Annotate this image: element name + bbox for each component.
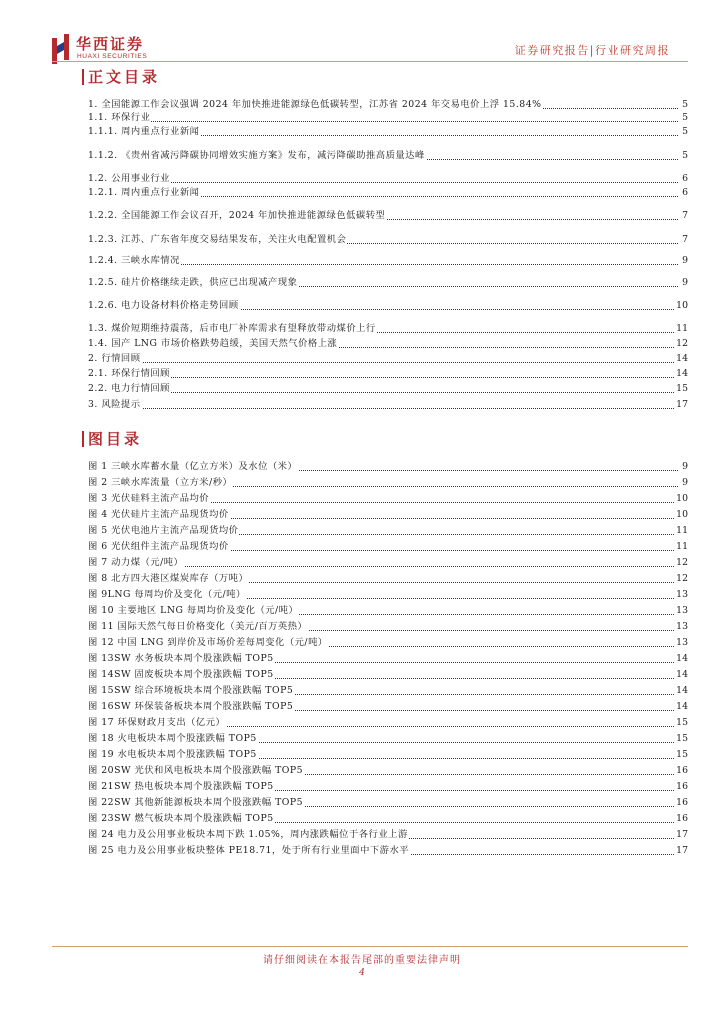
figure-entry-label: 图 7 动力煤（元/吨） xyxy=(88,557,184,568)
toc-entry[interactable] xyxy=(88,186,688,200)
toc-entry-label: 1.2. 公用事业行业 xyxy=(88,173,170,184)
figure-entry-label: 图 23SW 燃气板块本周个股涨跌幅 TOP5 xyxy=(88,813,274,824)
toc-entry[interactable] xyxy=(88,111,688,125)
figure-entry-page: 11 xyxy=(676,525,688,536)
toc-entry[interactable] xyxy=(88,337,688,351)
figure-entry[interactable] xyxy=(88,668,688,682)
figure-entry-page: 14 xyxy=(676,653,688,664)
figure-entry[interactable] xyxy=(88,620,688,634)
logo-english-name: HUAXI SECURITIES xyxy=(77,53,148,60)
figure-entry-page: 17 xyxy=(676,829,688,840)
toc-entry[interactable] xyxy=(88,149,688,163)
figure-entry[interactable] xyxy=(88,700,688,714)
figure-entry[interactable] xyxy=(88,764,688,778)
toc-entry-page: 5 xyxy=(682,99,688,110)
heading-accent-bar xyxy=(82,69,84,85)
figure-entry-page: 14 xyxy=(676,701,688,712)
dot-leader xyxy=(88,121,678,122)
figure-entry[interactable] xyxy=(88,540,688,554)
figure-entry-label: 图 14SW 固废板块本周个股涨跌幅 TOP5 xyxy=(88,669,274,680)
figure-entry-label: 图 1 三峡水库蓄水量（亿立方米）及水位（米） xyxy=(88,461,298,472)
toc-entry-page: 11 xyxy=(676,323,688,334)
figure-entry[interactable] xyxy=(88,684,688,698)
figure-entry[interactable] xyxy=(88,812,688,826)
figure-entry-label: 图 6 光伏组件主流产品现货均价 xyxy=(88,541,229,552)
toc-entry-page: 7 xyxy=(682,210,688,221)
toc-entry[interactable] xyxy=(88,398,688,412)
toc-entry[interactable] xyxy=(88,352,688,366)
figure-entry[interactable] xyxy=(88,492,688,506)
toc-entry[interactable] xyxy=(88,233,688,247)
figure-entry-label: 图 13SW 水务板块本周个股涨跌幅 TOP5 xyxy=(88,653,274,664)
figure-entry[interactable] xyxy=(88,588,688,602)
figure-entry-label: 图 2 三峡水库流量（立方米/秒） xyxy=(88,477,233,488)
figure-entry-page: 10 xyxy=(676,509,688,520)
figure-entry[interactable] xyxy=(88,460,688,474)
toc-entry-page: 5 xyxy=(682,150,688,161)
figure-entry-label: 图 8 北方四大港区煤炭库存（万吨） xyxy=(88,573,249,584)
toc-entry-label: 1.2.4. 三峡水库情况 xyxy=(88,255,180,266)
toc-entry-label: 2.1. 环保行情回顾 xyxy=(88,368,170,379)
toc-entry-page: 15 xyxy=(676,383,688,394)
toc-entry-label: 1.2.1. 周内重点行业新闻 xyxy=(88,187,200,198)
dot-leader xyxy=(88,362,678,363)
figure-entry-label: 图 11 国际天然气每日价格变化（美元/百万英热） xyxy=(88,621,308,632)
huaxi-logo-icon xyxy=(52,34,70,64)
toc-entry[interactable] xyxy=(88,125,688,139)
toc-entry-page: 17 xyxy=(676,399,688,410)
figure-entry-page: 14 xyxy=(676,669,688,680)
figure-entry[interactable] xyxy=(88,524,688,538)
figure-entry[interactable] xyxy=(88,508,688,522)
figure-entry[interactable] xyxy=(88,732,688,746)
heading-accent-bar xyxy=(82,431,84,447)
toc-entry[interactable] xyxy=(88,209,688,223)
toc-entry-label: 1.1.1. 周内重点行业新闻 xyxy=(88,126,200,137)
figure-entry-page: 11 xyxy=(676,541,688,552)
toc-entry-label: 1.2.3. 江苏、广东省年度交易结果发布，关注火电配置机会 xyxy=(88,234,347,245)
figure-entry-page: 15 xyxy=(676,749,688,760)
footer-divider xyxy=(52,946,688,947)
toc-entry[interactable] xyxy=(88,299,688,313)
toc-entry-label: 1.3. 煤价短期维持震荡，后市电厂补库需求有望释放带动煤价上行 xyxy=(88,323,376,334)
toc-entry-page: 7 xyxy=(682,234,688,245)
figure-entry-page: 12 xyxy=(676,573,688,584)
figure-entry-label: 图 10 主要地区 LNG 每周均价及变化（元/吨） xyxy=(88,605,299,616)
toc-heading xyxy=(88,66,160,87)
figure-entry-label: 图 18 火电板块本周个股涨跌幅 TOP5 xyxy=(88,733,257,744)
toc-entry-page: 9 xyxy=(682,277,688,288)
report-type-label: 证券研究报告|行业研究周报 xyxy=(514,44,670,57)
toc-entry[interactable] xyxy=(88,367,688,381)
figure-entry[interactable] xyxy=(88,652,688,666)
page-number: 4 xyxy=(359,968,365,978)
toc-entry-page: 6 xyxy=(682,173,688,184)
figure-entry-label: 图 3 光伏硅料主流产品均价 xyxy=(88,493,210,504)
figures-heading xyxy=(88,428,142,449)
toc-entry-label: 1.2.2. 全国能源工作会议召开，2024 年加快推进能源绿色低碳转型 xyxy=(88,210,386,221)
toc-entry-page: 10 xyxy=(676,300,688,311)
figure-entry-label: 图 22SW 其他新能源板块本周个股涨跌幅 TOP5 xyxy=(88,797,304,808)
figure-entry-label: 图 21SW 热电板块本周个股涨跌幅 TOP5 xyxy=(88,781,274,792)
figure-entry[interactable] xyxy=(88,556,688,570)
figure-entry-page: 13 xyxy=(676,637,688,648)
figure-entry-label: 图 17 环保财政月支出（亿元） xyxy=(88,717,226,728)
legal-notice: 请仔细阅读在本报告尾部的重要法律声明 xyxy=(263,955,461,966)
header-divider xyxy=(52,61,688,62)
figure-entry-label: 图 24 电力及公用事业板块本周下跌 1.05%，周内涨跌幅位于各行业上游 xyxy=(88,829,408,840)
toc-entry-page: 5 xyxy=(682,126,688,137)
figure-entry-page: 14 xyxy=(676,685,688,696)
figure-entry-label: 图 16SW 环保装备板块本周个股涨跌幅 TOP5 xyxy=(88,701,294,712)
figure-entry[interactable] xyxy=(88,604,688,618)
figure-entry[interactable] xyxy=(88,796,688,810)
figure-entry-page: 15 xyxy=(676,733,688,744)
figure-entry-page: 15 xyxy=(676,717,688,728)
figure-entry-label: 图 12 中国 LNG 到岸价及市场价差每周变化（元/吨） xyxy=(88,637,328,648)
figure-entry-label: 图 5 光伏电池片主流产品现货均价 xyxy=(88,525,239,536)
toc-entry-label: 1.2.6. 电力设备材料价格走势回顾 xyxy=(88,300,239,311)
toc-entry-page: 5 xyxy=(682,112,688,123)
figure-entry-page: 13 xyxy=(676,605,688,616)
figure-entry-page: 13 xyxy=(676,589,688,600)
toc-entry-label: 2.2. 电力行情回顾 xyxy=(88,383,170,394)
toc-entry-label: 1. 全国能源工作会议强调 2024 年加快推进能源绿色低碳转型，江苏省 2024 年交易电价上浮 15.84% xyxy=(88,99,542,110)
toc-entry[interactable] xyxy=(88,172,688,186)
toc-entry-label: 3. 风险提示 xyxy=(88,399,141,410)
figure-entry[interactable] xyxy=(88,748,688,762)
figure-entry-page: 13 xyxy=(676,621,688,632)
dot-leader xyxy=(88,182,678,183)
toc-entry-label: 1.1. 环保行业 xyxy=(88,112,151,123)
toc-entry[interactable] xyxy=(88,254,688,268)
dot-leader xyxy=(88,392,678,393)
figure-entry-page: 16 xyxy=(676,797,688,808)
toc-entry-label: 1.1.2. 《贵州省减污降碳协同增效实施方案》发布，减污降碳助推高质量达峰 xyxy=(88,150,425,161)
figures-heading-text: 图目录 xyxy=(88,430,143,448)
dot-leader xyxy=(88,377,678,378)
figure-entry-label: 图 20SW 光伏和风电板块本周个股涨跌幅 TOP5 xyxy=(88,765,304,776)
toc-entry-page: 14 xyxy=(676,368,688,379)
toc-entry[interactable] xyxy=(88,322,688,336)
toc-entry[interactable] xyxy=(88,382,688,396)
figure-entry-page: 9 xyxy=(682,477,688,488)
figure-entry[interactable] xyxy=(88,828,688,842)
figure-entry-page: 16 xyxy=(676,765,688,776)
figure-entry-label: 图 4 光伏硅片主流产品现货均价 xyxy=(88,509,229,520)
figure-entry-label: 图 19 水电板块本周个股涨跌幅 TOP5 xyxy=(88,749,257,760)
figure-entry[interactable] xyxy=(88,844,688,858)
figure-entry-page: 16 xyxy=(676,781,688,792)
figure-entry-label: 图 25 电力及公用事业板块整体 PE18.71，处于所有行业里面中下游水平 xyxy=(88,845,410,856)
toc-entry-page: 9 xyxy=(682,255,688,266)
figure-entry[interactable] xyxy=(88,780,688,794)
figure-entry-page: 9 xyxy=(682,461,688,472)
figure-entry-label: 图 15SW 综合环境板块本周个股涨跌幅 TOP5 xyxy=(88,685,294,696)
figure-entry-page: 17 xyxy=(676,845,688,856)
toc-entry-page: 14 xyxy=(676,353,688,364)
figure-entry[interactable] xyxy=(88,716,688,730)
toc-entry-page: 6 xyxy=(682,187,688,198)
figure-entry-page: 10 xyxy=(676,493,688,504)
toc-entry[interactable] xyxy=(88,276,688,290)
dot-leader xyxy=(88,408,678,409)
figure-entry[interactable] xyxy=(88,572,688,586)
toc-entry[interactable] xyxy=(88,98,688,112)
toc-entry-page: 12 xyxy=(676,338,688,349)
figure-entry-page: 16 xyxy=(676,813,688,824)
figure-entry[interactable] xyxy=(88,636,688,650)
figure-entry-label: 图 9LNG 每周均价及变化（元/吨） xyxy=(88,589,246,600)
toc-heading-text: 正文目录 xyxy=(88,68,161,86)
figure-entry[interactable] xyxy=(88,476,688,490)
figure-entry-page: 12 xyxy=(676,557,688,568)
page-header xyxy=(0,0,724,72)
toc-entry-label: 2. 行情回顾 xyxy=(88,353,141,364)
logo-chinese-name: 华西证券 xyxy=(76,35,145,53)
toc-entry-label: 1.4. 国产 LNG 市场价格跌势趋缓，美国天然气价格上涨 xyxy=(88,338,338,349)
toc-entry-label: 1.2.5. 硅片价格继续走跌，供应已出现减产现象 xyxy=(88,277,298,288)
